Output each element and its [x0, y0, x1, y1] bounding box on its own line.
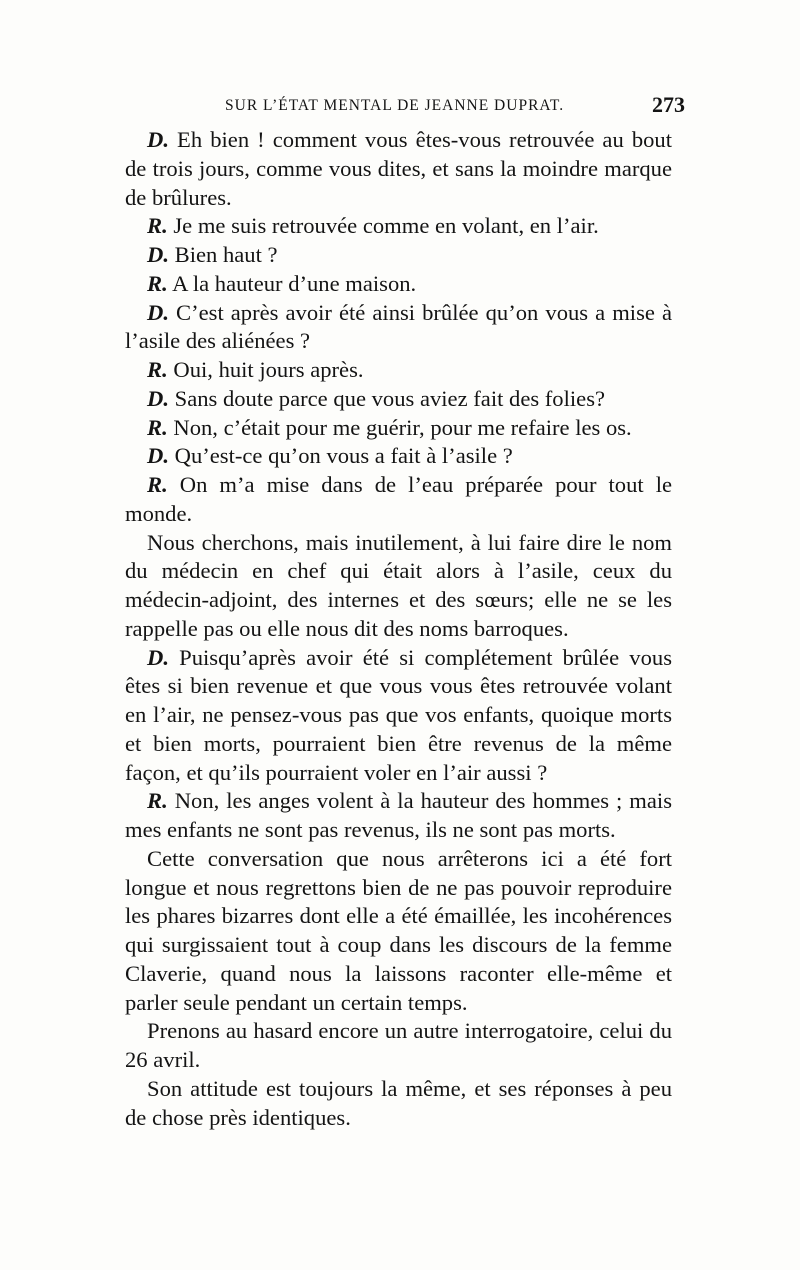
narrative-paragraph: Cette conversation que nous arrêterons ici a été fort longue et nous regrettons bien de ne pas pouvoir reproduire les phares bizarres dont elle a été émaillée, les incohérences qui surgissaient tout à coup dans les discours de la femme Claverie, quand nous la laissons raconter elle-même et parler seule pendant un certain temps. [125, 845, 672, 1015]
dialogue-line [125, 471, 672, 529]
speaker-label: D. [147, 644, 169, 670]
dialogue-line [125, 299, 672, 357]
dialogue-text: Qu’est-ce qu’on vous a fait à l’asile ? [174, 443, 513, 469]
dialogue-line [125, 787, 672, 845]
running-head [125, 92, 685, 122]
dialogue-line [125, 126, 672, 212]
narrative-paragraph: Nous cherchons, mais inutilement, à lui faire dire le nom du médecin en chef qui était alors à l’asile, ceux du médecin-adjoint, des internes et des sœurs; elle ne se les rappelle pas ou elle nous dit des noms barroques. [125, 529, 672, 641]
speaker-label: R. [147, 788, 168, 814]
speaker-label: D. [147, 299, 169, 325]
dialogue-line [125, 270, 672, 299]
speaker-label: D. [147, 385, 169, 411]
dialogue-line [125, 385, 672, 414]
dialogue-text: A la hauteur d’une maison. [172, 270, 417, 296]
speaker-label: R. [147, 472, 168, 497]
dialogue-text: Je me suis retrouvée comme en volant, en l’air. [173, 213, 599, 239]
dialogue-text: Oui, huit jours après. [173, 357, 364, 382]
dialogue-text: On m’a mise dans de l’eau préparée pour tout le monde. [125, 472, 673, 526]
dialogue-text: C’est après avoir été ainsi brûlée qu’on vous a mise à l’asile des aliénées ? [125, 299, 672, 354]
running-title: SUR L’ÉTAT MENTAL DE JEANNE DUPRAT. [225, 97, 565, 114]
speaker-label: R. [147, 414, 168, 440]
speaker-label: D. [147, 242, 169, 267]
dialogue-text: Bien haut ? [174, 242, 278, 267]
narrative-paragraph: Prenons au hasard encore un autre interrogatoire, celui du 26 avril. [125, 1018, 672, 1072]
speaker-label: D. [147, 127, 169, 152]
speaker-label: R. [147, 213, 168, 239]
dialogue-line [125, 356, 672, 385]
dialogue-text: Sans doute parce que vous aviez fait des folies? [174, 385, 606, 411]
speaker-label: R. [147, 270, 168, 296]
speaker-label: R. [147, 357, 168, 382]
page-number: 273 [652, 92, 685, 117]
dialogue-text: Non, les anges volent à la hauteur des hommes ; mais mes enfants ne sont pas revenus, ils ne sont pas morts. [125, 788, 672, 842]
dialogue-line [125, 414, 672, 443]
dialogue-line [125, 212, 672, 241]
dialogue-line [125, 644, 672, 788]
body-text [125, 126, 672, 1132]
speaker-label: D. [147, 443, 169, 469]
dialogue-text: Non, c’était pour me guérir, pour me refaire les os. [173, 414, 632, 440]
narrative-paragraph: Son attitude est toujours la même, et ses réponses à peu de chose près identiques. [125, 1075, 672, 1130]
dialogue-line [125, 442, 672, 471]
dialogue-text: Puisqu’après avoir été si complétement brûlée vous êtes si bien revenue et que vous vous êtes retrouvée volant en l’air, ne pensez-vous pas que vos enfants, quoique morts et bien morts, pourraient bien être revenus de la même façon, et qu’ils pourraient voler en l’air aussi ? [125, 644, 672, 785]
dialogue-text: Eh bien ! comment vous êtes-vous retrouvée au bout de trois jours, comme vous dites, et sans la moindre marque de brûlures. [125, 127, 672, 210]
dialogue-line [125, 241, 672, 270]
